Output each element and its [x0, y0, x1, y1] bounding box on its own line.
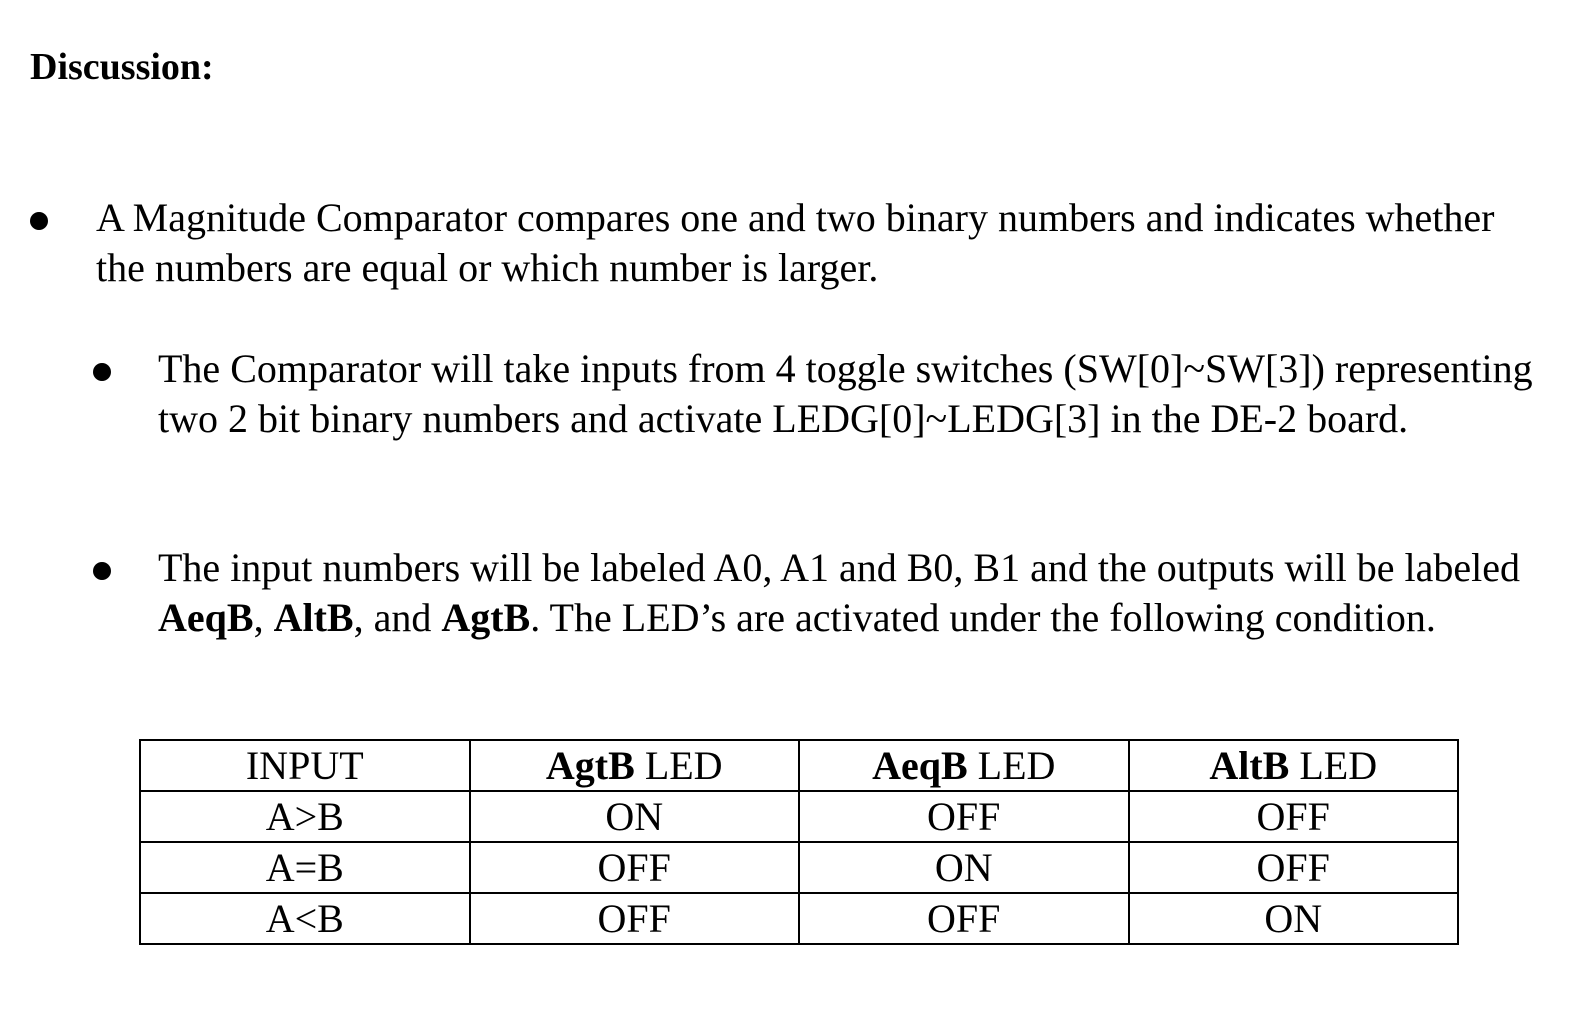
table-row [140, 842, 1458, 893]
cell-aeqb: OFF [799, 791, 1129, 842]
bullet-text: . The LED’s are activated under the following condition. [530, 595, 1436, 640]
led-condition-table [139, 739, 1459, 945]
bullet-magnitude-comparator: A Magnitude Comparator compares one and two binary numbers and indicates whether the numbers are equal or which number is larger. [96, 195, 1495, 290]
cell-altb: OFF [1129, 842, 1459, 893]
term-agtb: AgtB [441, 595, 531, 640]
table-header-row [140, 740, 1458, 791]
bullet-toggle-switches: The Comparator will take inputs from 4 toggle switches (SW[0]~SW[3]) representing two 2 bit binary numbers and activate LEDG[0]~LEDG[3] in the DE-2 board. [158, 346, 1533, 441]
header-agtb-led [470, 740, 800, 791]
header-aeqb-bold: AeqB [872, 743, 968, 788]
cell-input: A<B [140, 893, 470, 944]
table-row [140, 893, 1458, 944]
cell-input: A=B [140, 842, 470, 893]
cell-altb: OFF [1129, 791, 1459, 842]
header-led-suffix: LED [634, 743, 723, 788]
cell-aeqb: OFF [799, 893, 1129, 944]
cell-altb: ON [1129, 893, 1459, 944]
bullet-dot-icon [93, 562, 111, 580]
header-led-suffix: LED [1289, 743, 1378, 788]
bullet-input-labels [158, 543, 1558, 643]
cell-agtb: OFF [470, 842, 800, 893]
bullet-dot-icon [30, 212, 48, 230]
discussion-heading: Discussion: [30, 46, 214, 88]
cell-input: A>B [140, 791, 470, 842]
header-led-suffix: LED [967, 743, 1056, 788]
header-altb-led [1129, 740, 1459, 791]
header-input: INPUT [140, 740, 470, 791]
bullet-dot-icon [93, 363, 111, 381]
cell-agtb: ON [470, 791, 800, 842]
cell-aeqb: ON [799, 842, 1129, 893]
term-aeqb: AeqB [158, 595, 254, 640]
cell-agtb: OFF [470, 893, 800, 944]
bullet-text: , [253, 595, 274, 640]
header-agtb-bold: AgtB [545, 743, 635, 788]
table-row [140, 791, 1458, 842]
bullet-text: , and [353, 595, 442, 640]
bullet-text: The input numbers will be labeled A0, A1 and B0, B1 and the outputs will be labeled [158, 545, 1520, 590]
header-aeqb-led [799, 740, 1129, 791]
term-altb: AltB [273, 595, 354, 640]
header-altb-bold: AltB [1209, 743, 1290, 788]
